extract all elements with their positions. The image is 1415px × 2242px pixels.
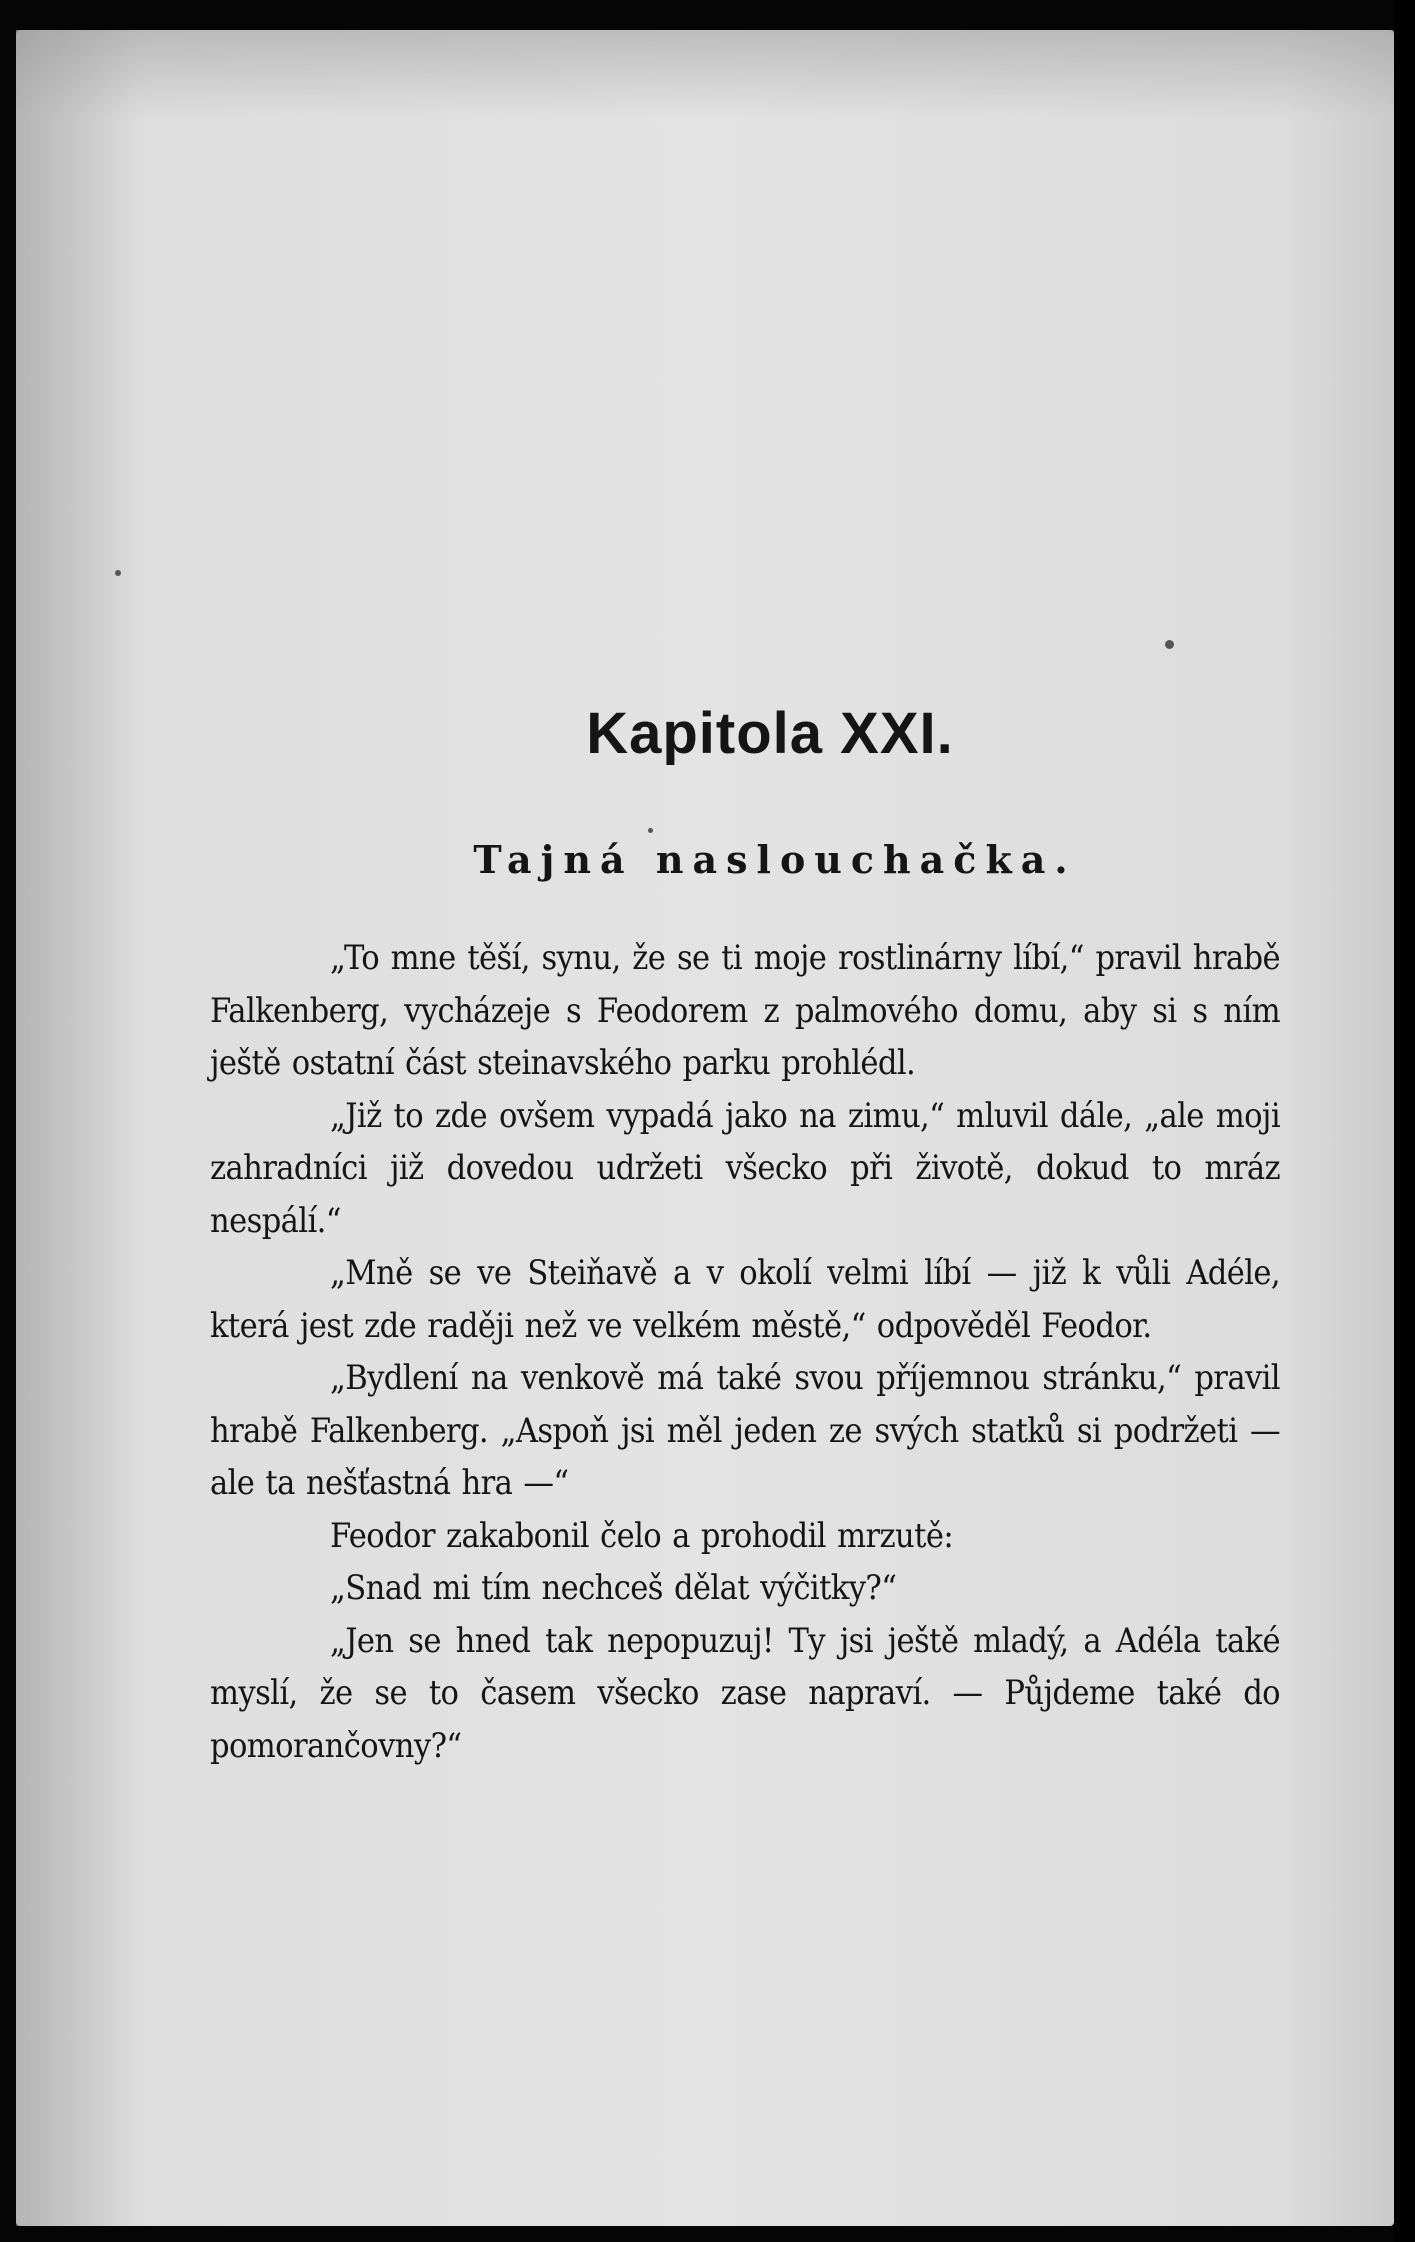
speck (115, 570, 121, 576)
speck (1165, 640, 1174, 649)
paragraph: „To mne těší, synu, že se ti moje rostlinárny líbí,“ pravil hrabě Falkenberg, vycházeje s Feodorem z palmového domu, aby si s ním ještě ostatní část steinavského parku prohlédl. (210, 938, 1280, 1083)
text-block (210, 700, 1280, 1772)
scan-border (1394, 0, 1415, 2242)
paragraph: „Jen se hned tak nepopuzuj! Ty jsi ještě mladý, a Adéla také myslí, že se to časem všecko zase napraví. — Půjdeme také do pomorančovny?“ (210, 1620, 1280, 1766)
paragraph: „Bydlení na venkově má také svou příjemnou stránku,“ pravil hrabě Falkenberg. „Aspoň jsi měl jeden ze svých statků si podržeti — ale ta nešťastná hra —“ (210, 1358, 1280, 1503)
paragraph: Feodor zakabonil čelo a prohodil mrzutě: (330, 1515, 954, 1556)
chapter-heading: Kapitola XXI. (586, 701, 954, 766)
page-top-shadow (16, 30, 1394, 120)
paragraph: „Snad mi tím nechceš dělat výčitky?“ (330, 1568, 897, 1608)
page-edge-shadow (16, 30, 136, 2226)
chapter-subtitle: Tajná naslouchačka. (473, 837, 1077, 882)
paragraph: „Mně se ve Steiňavě a v okolí velmi líbí — již k vůli Adéle, která jest zde raději než ve velkém městě,“ odpověděl Feodor. (210, 1253, 1280, 1346)
paragraph: „Již to zde ovšem vypadá jako na zimu,“ mluvil dále, „ale moji zahradníci již dovedou udržeti všecko při životě, dokud to mráz nespálí.“ (210, 1095, 1280, 1241)
